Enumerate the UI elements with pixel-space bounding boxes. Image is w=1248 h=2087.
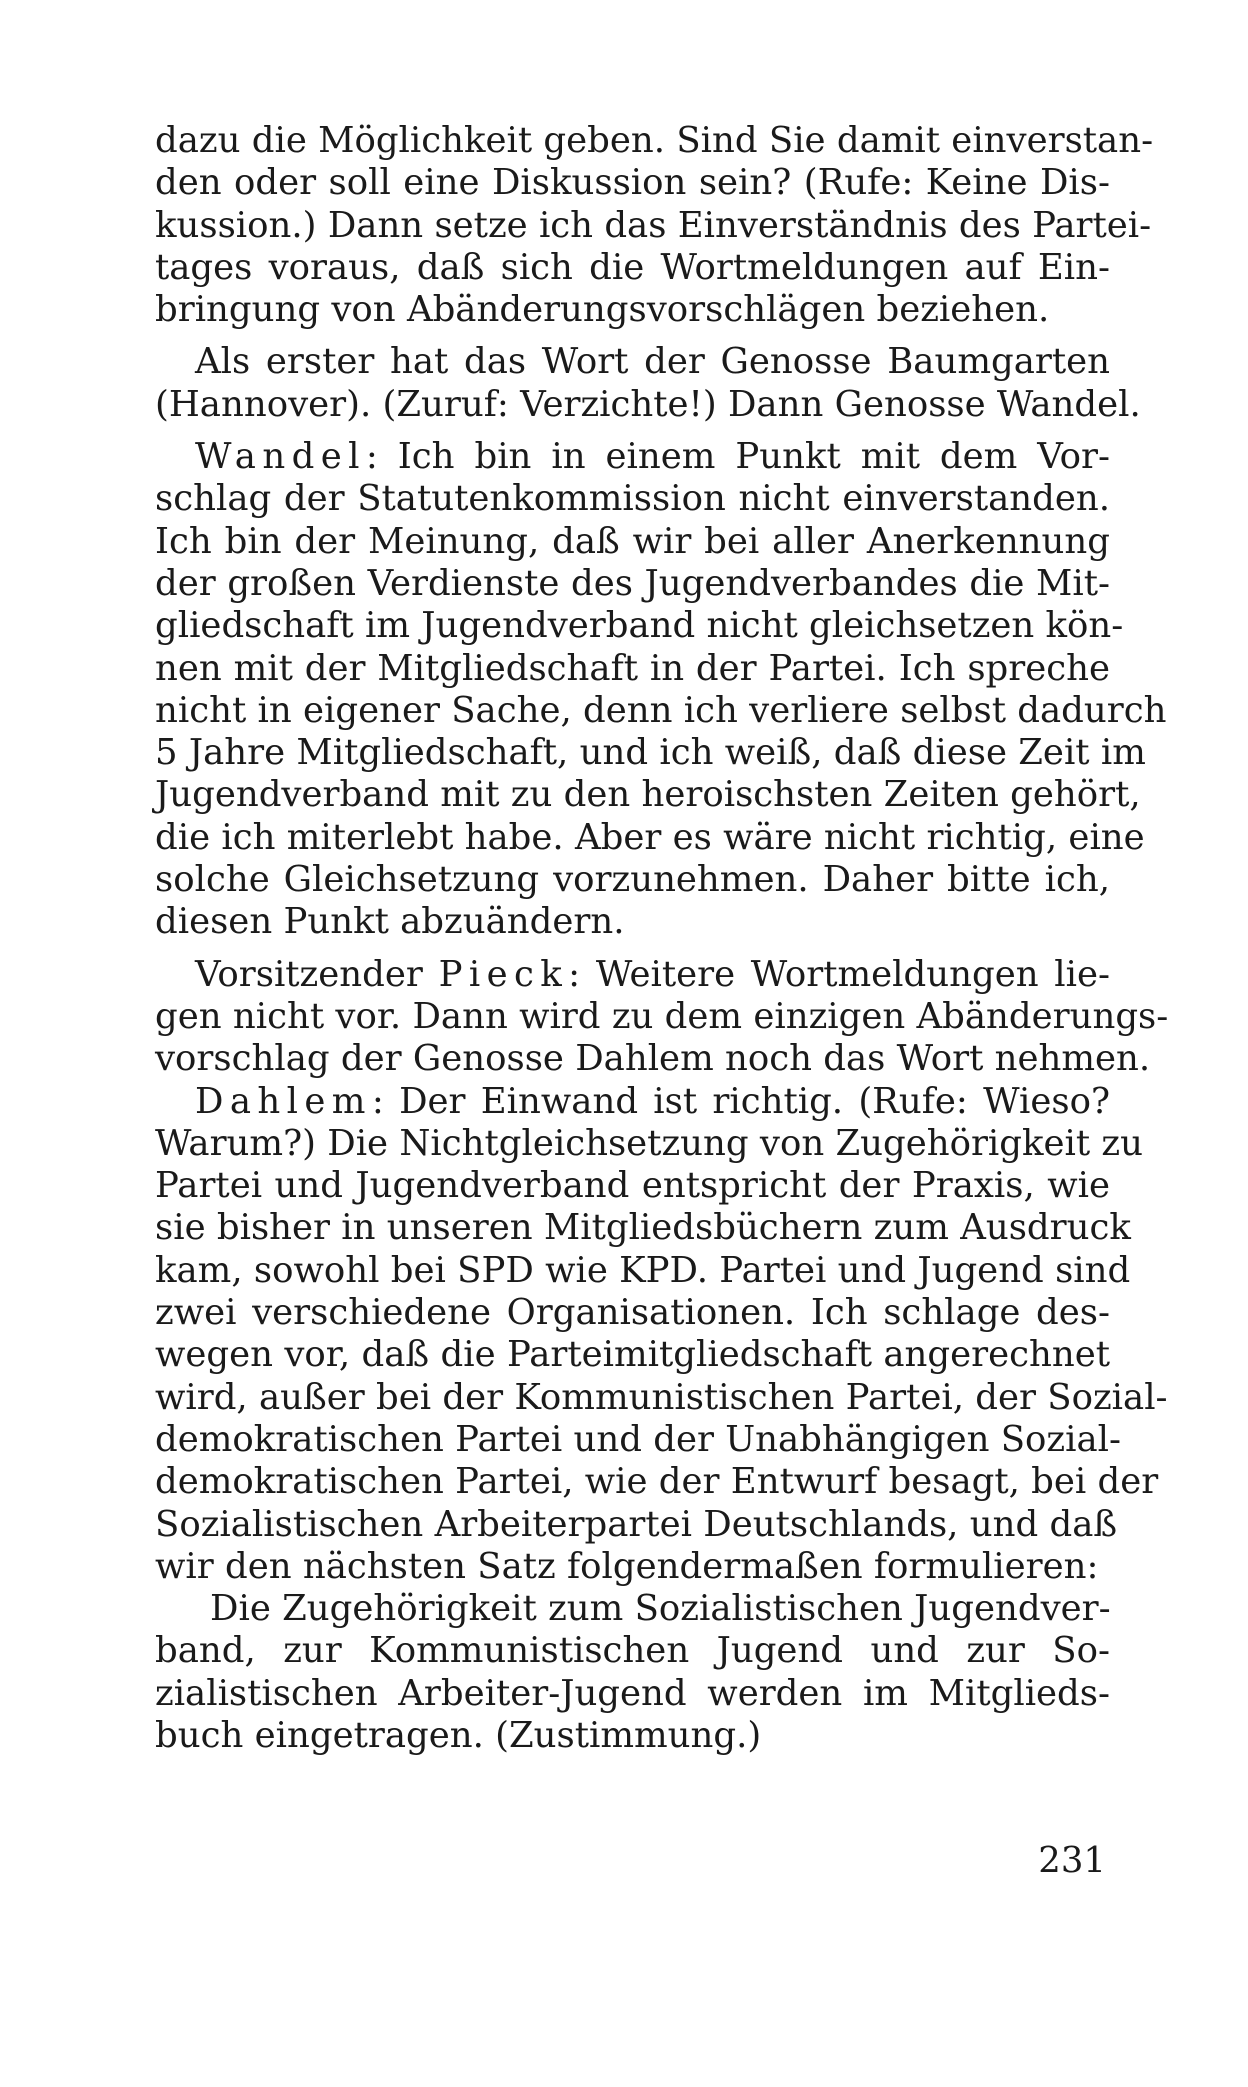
page-number: 231 bbox=[1038, 1840, 1106, 1881]
text-line: nen mit der Mitgliedschaft in der Partei. Ich spreche bbox=[155, 647, 1110, 689]
text-line: Warum?) Die Nichtgleichsetzung von Zugehörigkeit zu bbox=[155, 1122, 1144, 1164]
text-line: schlag der Statutenkommission nicht einverstanden. bbox=[155, 478, 1110, 520]
block-quote bbox=[155, 1588, 1110, 1757]
page-body bbox=[155, 120, 1169, 1757]
text-line: 5 Jahre Mitgliedschaft, und ich weiß, daß diese Zeit im bbox=[155, 732, 1146, 774]
speaker-name: Pieck bbox=[438, 953, 569, 995]
text-line: gen nicht vor. Dann wird zu dem einzigen Abänderungs- bbox=[155, 995, 1169, 1037]
text-line: solche Gleichsetzung vorzunehmen. Daher bitte ich, bbox=[155, 859, 1110, 901]
speaker-name: Dahlem bbox=[195, 1080, 372, 1122]
text-line: kam, sowohl bei SPD wie KPD. Partei und Jugend sind bbox=[155, 1249, 1131, 1291]
text-line: nicht in eigener Sache, denn ich verliere selbst dadurch bbox=[155, 689, 1167, 731]
text-run: : Weitere Wortmeldungen lie- bbox=[568, 953, 1111, 995]
text-run: : Der Einwand ist richtig. (Rufe: Wieso? bbox=[371, 1080, 1110, 1122]
text-line: wir den nächsten Satz folgendermaßen formulieren: bbox=[155, 1545, 1099, 1587]
text-line: Als erster hat das Wort der Genosse Baumgarten bbox=[195, 341, 1110, 383]
text-line: vorschlag der Genosse Dahlem noch das Wort nehmen. bbox=[155, 1038, 1151, 1080]
text-line: demokratischen Partei und der Unabhängigen Sozial- bbox=[155, 1418, 1122, 1460]
text-line: (Hannover). (Zuruf: Verzichte!) Dann Genosse Wandel. bbox=[155, 383, 1141, 425]
paragraph-3 bbox=[155, 436, 1167, 944]
text-line: kussion.) Dann setze ich das Einverständnis des Partei- bbox=[155, 204, 1152, 246]
text-line: wegen vor, daß die Parteimitgliedschaft angerechnet bbox=[155, 1334, 1110, 1376]
text-line: Ich bin der Meinung, daß wir bei aller Anerkennung bbox=[155, 520, 1110, 562]
text-line bbox=[155, 954, 1110, 996]
text-line: diesen Punkt abzuändern. bbox=[155, 901, 625, 943]
text-line: die ich miterlebt habe. Aber es wäre nicht richtig, eine bbox=[155, 816, 1145, 858]
text-line bbox=[155, 1081, 1110, 1123]
paragraph-4 bbox=[155, 953, 1169, 1081]
speaker-name: Wandel bbox=[195, 436, 366, 478]
text-line bbox=[155, 436, 1110, 478]
text-line: zialistischen Arbeiter-Jugend werden im Mitglieds- bbox=[155, 1672, 1110, 1714]
text-line: band, zur Kommunistischen Jugend und zur So- bbox=[155, 1630, 1110, 1672]
text-line: Sozialistischen Arbeiterpartei Deutschlands, und daß bbox=[155, 1503, 1118, 1545]
text-run: Vorsitzender bbox=[195, 953, 439, 995]
text-line: dazu die Möglichkeit geben. Sind Sie damit einverstan- bbox=[155, 120, 1154, 161]
paragraph-5 bbox=[155, 1080, 1168, 1589]
text-line: bringung von Abänderungsvorschlägen beziehen. bbox=[155, 289, 1050, 331]
paragraph-1 bbox=[155, 120, 1154, 331]
text-line: zwei verschiedene Organisationen. Ich schlage des- bbox=[155, 1292, 1110, 1334]
text-line: den oder soll eine Diskussion sein? (Rufe: Keine Dis- bbox=[155, 162, 1110, 204]
text-line: der großen Verdienste des Jugendverbandes die Mit- bbox=[155, 562, 1110, 604]
paragraph-2 bbox=[155, 341, 1141, 426]
text-line: Jugendverband mit zu den heroischsten Zeiten gehört, bbox=[155, 774, 1141, 816]
text-line: Partei und Jugendverband entspricht der Praxis, wie bbox=[155, 1165, 1110, 1207]
text-line: tages voraus, daß sich die Wortmeldungen auf Ein- bbox=[155, 246, 1110, 288]
text-line: sie bisher in unseren Mitgliedsbüchern zum Ausdruck bbox=[155, 1207, 1131, 1249]
text-line: wird, außer bei der Kommunistischen Partei, der Sozial- bbox=[155, 1376, 1168, 1418]
text-run: : Ich bin in einem Punkt mit dem Vor- bbox=[365, 436, 1110, 478]
text-line: demokratischen Partei, wie der Entwurf besagt, bei der bbox=[155, 1461, 1159, 1503]
text-line: gliedschaft im Jugendverband nicht gleichsetzen kön- bbox=[155, 605, 1124, 647]
text-line: buch eingetragen. (Zustimmung.) bbox=[155, 1714, 762, 1756]
text-line: Die Zugehörigkeit zum Sozialistischen Jugendver- bbox=[210, 1588, 1111, 1630]
